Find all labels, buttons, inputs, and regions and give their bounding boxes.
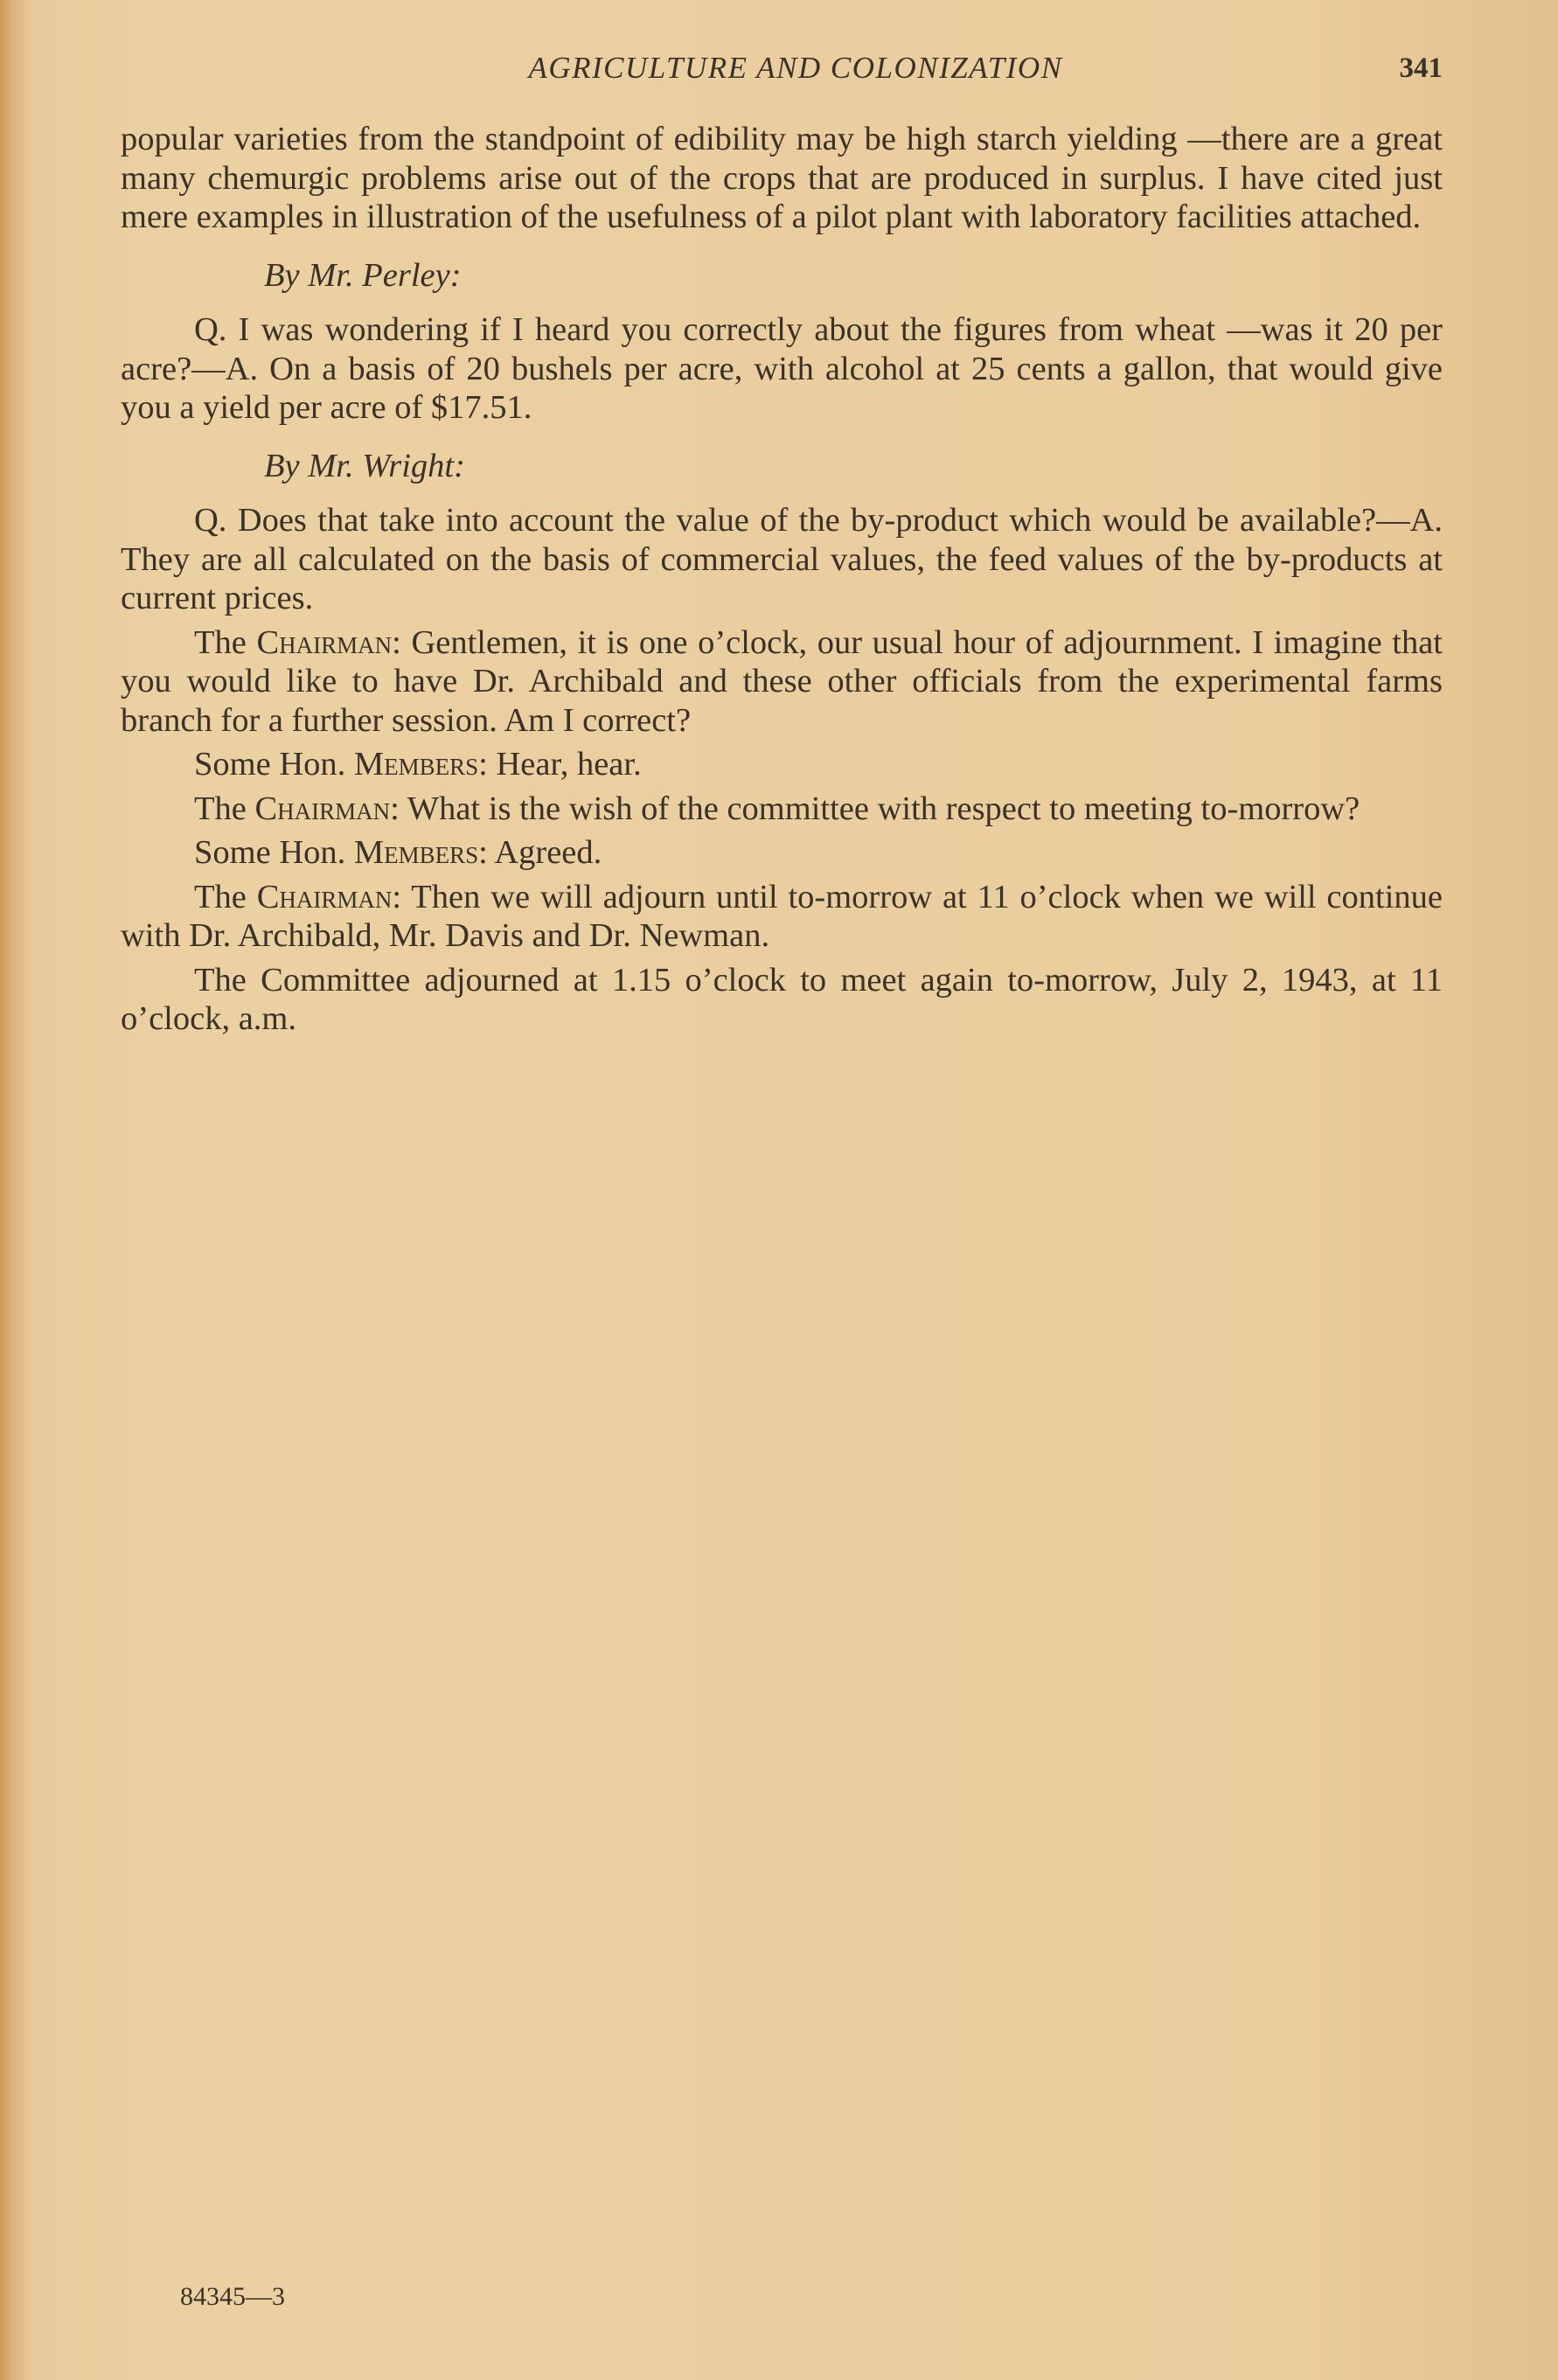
question-answer-wright: Q. Does that take into account the value of the by-product which would be available?—A. They are all calculated on the basis of commercial values, the feed values of the by-products at current prices. (121, 502, 1443, 616)
speech-members-agreed (121, 833, 1443, 873)
speaker-name: Chairman (254, 790, 391, 827)
speaker-name: Chairman (256, 878, 393, 915)
speaker-name: Members (353, 834, 479, 871)
page-header (122, 47, 1443, 89)
closing-statement: The Committee adjourned at 1.15 o’clock to meet again to-morrow, July 2, 1943, at 11 o’clock, a.m. (121, 961, 1443, 1037)
speech-text: : Then we will adjourn until to-morrow at 11 o’clock when we will continue with Dr. Archibald, Mr. Davis and Dr. Newman. (121, 878, 1443, 954)
speech-prefix: Some Hon. (194, 834, 354, 871)
printer-signature-mark: 84345—3 (180, 2282, 285, 2311)
speech-text: : Gentlemen, it is one o’clock, our usual hour of adjournment. I imagine that you would like to have Dr. Archibald and these other officials from the experimental farms branch for a further session. Am I correct? (121, 623, 1443, 739)
speaker-name: Chairman (256, 623, 393, 661)
speech-prefix: The (194, 790, 255, 827)
speech-prefix: The (194, 623, 257, 661)
examiner-heading-perley: By Mr. Perley: (264, 256, 462, 294)
page-number: 341 (1399, 52, 1443, 84)
speech-chairman-wish (121, 790, 1443, 829)
question-answer-perley: Q. I was wondering if I heard you correctly about the figures from wheat —was it 20 per acre?—A. On a basis of 20 bushels per acre, with alcohol at 25 cents a gallon, that would give you a yield per acre of $17.51. (121, 311, 1443, 426)
speaker-name: Members (353, 746, 479, 783)
speech-prefix: The (194, 878, 257, 915)
speech-chairman-adjourn (121, 878, 1443, 956)
speech-text: : Agreed. (478, 834, 602, 871)
speech-chairman-adjournment (121, 623, 1443, 741)
speech-members-hear (121, 745, 1443, 784)
examiner-heading-wright: By Mr. Wright: (264, 447, 465, 484)
speech-text: : What is the wish of the committee with respect to meeting to-morrow? (390, 790, 1360, 827)
paragraph-continuation: popular varieties from the standpoint of edibility may be high starch yielding —there are a great many chemurgic problems arise out of the crops that are produced in surplus. I have cited just mere examples in illustration of the usefulness of a pilot plant with laboratory facilities attached. (121, 121, 1443, 235)
running-title: AGRICULTURE AND COLONIZATION (528, 51, 1063, 85)
speech-prefix: Some Hon. (194, 746, 354, 783)
speech-text: : Hear, hear. (478, 746, 642, 783)
page-body (121, 120, 1443, 1039)
